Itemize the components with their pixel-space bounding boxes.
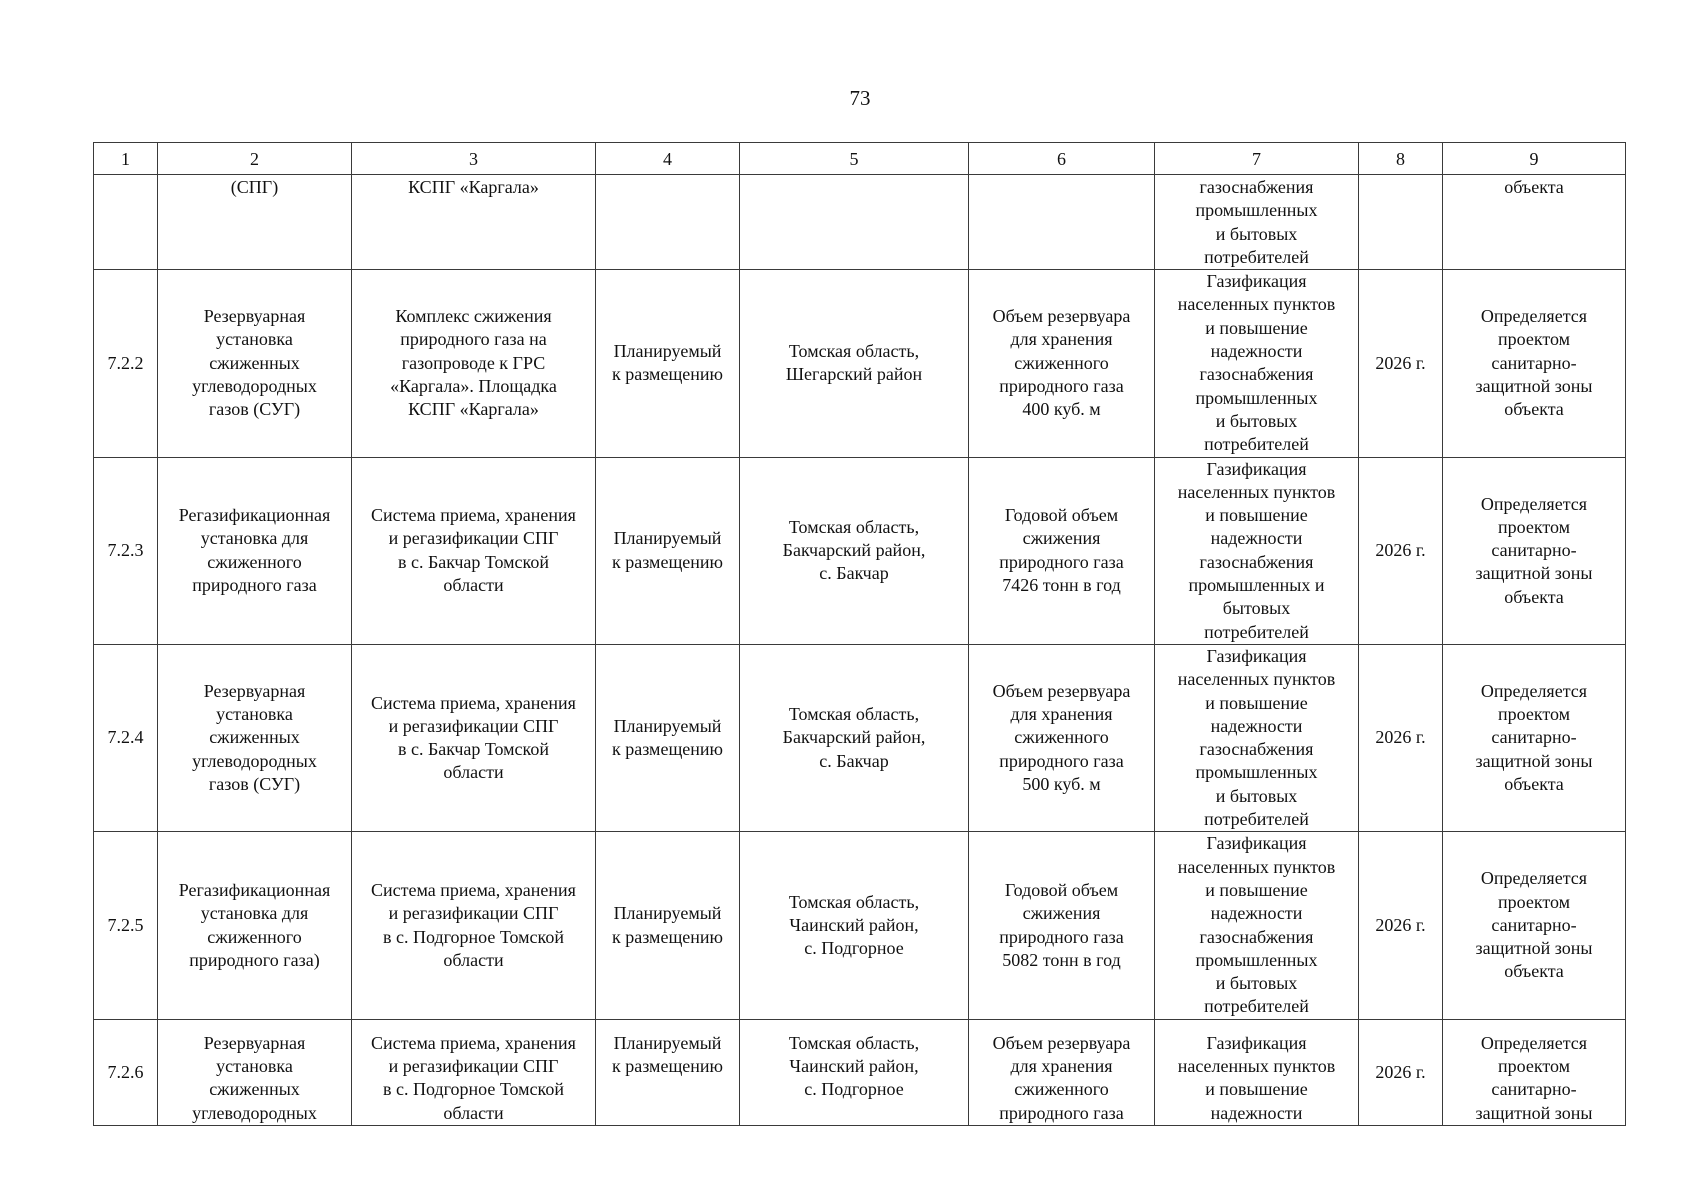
facility-capacity xyxy=(969,832,1155,1019)
column-header: 5 xyxy=(740,143,969,175)
facility-purpose xyxy=(1155,832,1359,1019)
facility-status-text: Планируемый к размещению xyxy=(611,715,724,760)
facility-zone-text: Определяется проектом санитарно- защитной зоны объекта xyxy=(1475,306,1593,420)
table-cell xyxy=(1359,175,1443,270)
facility-purpose xyxy=(1155,1019,1359,1125)
column-header: 3 xyxy=(352,143,596,175)
table-cell: КСПГ «Каргала» xyxy=(352,175,596,270)
column-header: 8 xyxy=(1359,143,1443,175)
page-number: 73 xyxy=(849,86,871,110)
item-number-text: 7.2.6 xyxy=(107,1061,144,1082)
table-cell xyxy=(596,175,740,270)
column-header: 1 xyxy=(94,143,158,175)
facility-year-text: 2026 г. xyxy=(1375,914,1426,935)
facility-name xyxy=(158,644,352,831)
table-row xyxy=(94,457,1626,644)
facilities-table xyxy=(93,142,1626,1126)
facility-region xyxy=(740,270,969,457)
facility-status-text: Планируемый к размещению xyxy=(611,341,724,385)
facility-purpose-text: Газификация населенных пунктов и повышение надежности газоснабжения промышленных и бытовых потребителей xyxy=(1177,458,1336,642)
facility-capacity xyxy=(969,270,1155,457)
table-cell xyxy=(94,175,158,270)
table-cell xyxy=(740,175,969,270)
facility-location-desc xyxy=(352,644,596,831)
table-cell: газоснабжения промышленных и бытовых потребителей xyxy=(1155,175,1359,270)
facility-location-desc xyxy=(352,1019,596,1125)
facility-name-text: Резервуарная установка сжиженных углеводородных xyxy=(192,1032,317,1123)
facility-zone xyxy=(1443,270,1626,457)
facility-year-text: 2026 г. xyxy=(1375,727,1426,748)
facility-region xyxy=(740,1019,969,1125)
facility-capacity-text: Объем резервуара для хранения сжиженного природного газа 500 куб. м xyxy=(992,680,1131,795)
facility-status xyxy=(596,832,740,1019)
facility-region xyxy=(740,832,969,1019)
facility-purpose-text: Газификация населенных пунктов и повышение надежности газоснабжения промышленных и бытовых потребителей xyxy=(1177,271,1336,455)
facility-year-text: 2026 г. xyxy=(1375,540,1426,561)
table-body xyxy=(94,143,1626,1126)
facility-status xyxy=(596,270,740,457)
facility-year xyxy=(1359,1019,1443,1125)
facility-location-desc-text: Система приема, хранения и регазификации СПГ в с. Бакчар Томской области xyxy=(371,692,576,783)
facility-zone-text: Определяется проектом санитарно- защитной зоны объекта xyxy=(1475,493,1593,607)
facility-purpose-text: Газификация населенных пунктов и повышение надежности xyxy=(1177,1032,1336,1123)
facility-capacity-text: Объем резервуара для хранения сжиженного природного газа 400 куб. м xyxy=(992,306,1131,420)
table-row xyxy=(94,644,1626,831)
item-number xyxy=(94,1019,158,1125)
facility-zone xyxy=(1443,832,1626,1019)
facility-zone-text: Определяется проектом санитарно- защитной зоны объекта xyxy=(1475,868,1593,982)
facility-capacity-text: Годовой объем сжижения природного газа 5082 тонн в год xyxy=(999,879,1124,970)
facility-year xyxy=(1359,832,1443,1019)
facility-capacity-text: Объем резервуара для хранения сжиженного природного газа xyxy=(992,1032,1131,1123)
table-cell: объекта xyxy=(1443,175,1626,270)
facility-region-text: Томская область, Шегарский район xyxy=(785,341,923,385)
facility-capacity xyxy=(969,1019,1155,1125)
facility-region-text: Томская область, Бакчарский район, с. Бакчар xyxy=(782,516,926,584)
facility-name xyxy=(158,457,352,644)
column-header: 9 xyxy=(1443,143,1626,175)
facility-name-text: Регазификационная установка для сжиженного природного газа xyxy=(178,505,331,596)
table-cell xyxy=(969,175,1155,270)
facility-region-text: Томская область, Бакчарский район, с. Бакчар xyxy=(782,704,926,771)
column-header: 2 xyxy=(158,143,352,175)
facility-status-text: Планируемый к размещению xyxy=(611,903,724,947)
item-number xyxy=(94,457,158,644)
table-row xyxy=(94,270,1626,457)
facility-location-desc xyxy=(352,832,596,1019)
facility-name-text: Регазификационная установка для сжиженного природного газа) xyxy=(178,879,331,970)
table-row xyxy=(94,832,1626,1019)
item-number-text: 7.2.2 xyxy=(107,352,144,373)
table-cell: (СПГ) xyxy=(158,175,352,270)
facility-year xyxy=(1359,270,1443,457)
facility-region xyxy=(740,457,969,644)
item-number xyxy=(94,832,158,1019)
facility-location-desc-text: Комплекс сжижения природного газа на газопроводе к ГРС «Каргала». Площадка КСПГ «Каргала» xyxy=(390,306,557,420)
facility-capacity xyxy=(969,644,1155,831)
facility-name-text: Резервуарная установка сжиженных углеводородных газов (СУГ) xyxy=(192,306,317,420)
item-number-text: 7.2.3 xyxy=(107,540,144,561)
column-header-row xyxy=(94,143,1626,175)
column-header: 7 xyxy=(1155,143,1359,175)
facility-zone xyxy=(1443,1019,1626,1125)
facility-zone xyxy=(1443,457,1626,644)
facility-purpose xyxy=(1155,457,1359,644)
facility-zone xyxy=(1443,644,1626,831)
facility-status-text: Планируемый к размещению xyxy=(611,1032,724,1076)
facility-status xyxy=(596,1019,740,1125)
item-number xyxy=(94,270,158,457)
facility-purpose xyxy=(1155,270,1359,457)
facility-year xyxy=(1359,457,1443,644)
facility-purpose-text: Газификация населенных пунктов и повышение надежности газоснабжения промышленных и бытовых потребителей xyxy=(1177,833,1336,1017)
facility-purpose-text: Газификация населенных пунктов и повышение надежности газоснабжения промышленных и бытовых потребителей xyxy=(1177,645,1336,830)
facility-status-text: Планируемый к размещению xyxy=(611,528,724,572)
facility-location-desc-text: Система приема, хранения и регазификации СПГ в с. Подгорное Томской области xyxy=(371,879,576,970)
item-number xyxy=(94,644,158,831)
facility-region-text: Томская область, Чаинский район, с. Подгорное xyxy=(788,1032,920,1100)
facility-capacity xyxy=(969,457,1155,644)
facility-name-text: Резервуарная установка сжиженных углеводородных газов (СУГ) xyxy=(192,680,317,795)
facility-location-desc xyxy=(352,457,596,644)
facility-location-desc-text: Система приема, хранения и регазификации СПГ в с. Бакчар Томской области xyxy=(371,505,576,596)
table-row xyxy=(94,1019,1626,1125)
facility-zone-text: Определяется проектом санитарно- защитной зоны xyxy=(1475,1032,1593,1123)
facility-location-desc xyxy=(352,270,596,457)
column-header: 6 xyxy=(969,143,1155,175)
continuation-row xyxy=(94,175,1626,270)
facility-location-desc-text: Система приема, хранения и регазификации СПГ в с. Подгорное Томской области xyxy=(371,1032,576,1123)
facility-purpose xyxy=(1155,644,1359,831)
facility-status xyxy=(596,457,740,644)
column-header: 4 xyxy=(596,143,740,175)
item-number-text: 7.2.5 xyxy=(107,914,144,935)
facility-year-text: 2026 г. xyxy=(1375,352,1426,373)
facility-year xyxy=(1359,644,1443,831)
facility-name xyxy=(158,1019,352,1125)
facility-zone-text: Определяется проектом санитарно- защитной зоны объекта xyxy=(1475,680,1593,795)
item-number-text: 7.2.4 xyxy=(107,727,144,748)
facility-name xyxy=(158,270,352,457)
facility-name xyxy=(158,832,352,1019)
facility-region xyxy=(740,644,969,831)
facility-status xyxy=(596,644,740,831)
facility-year-text: 2026 г. xyxy=(1375,1061,1426,1082)
facility-region-text: Томская область, Чаинский район, с. Подгорное xyxy=(788,891,920,959)
facility-capacity-text: Годовой объем сжижения природного газа 7426 тонн в год xyxy=(999,505,1124,596)
